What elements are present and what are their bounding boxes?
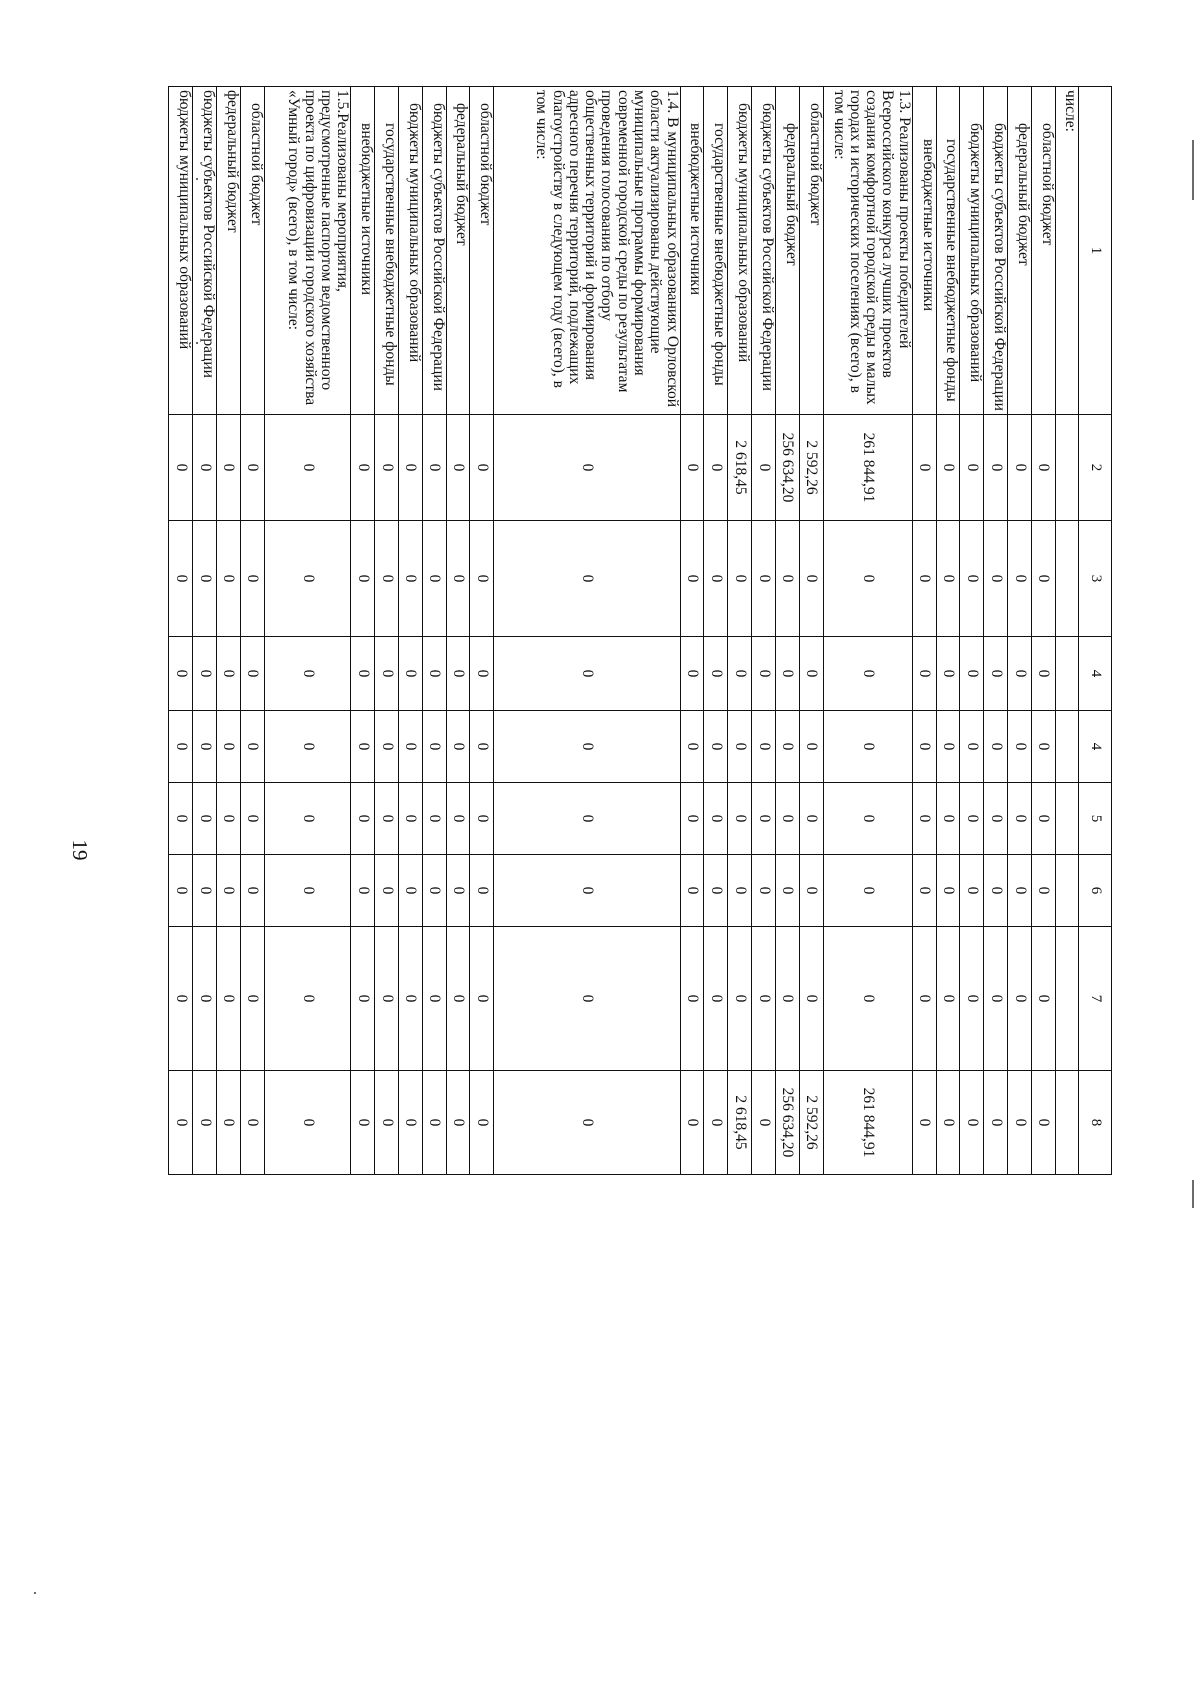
row-label: государственные внебюджетные фонды	[704, 87, 728, 415]
value-cell: 0	[193, 927, 217, 1071]
value-cell: 0	[1008, 415, 1032, 521]
value-cell: 0	[216, 521, 240, 637]
row-label: бюджеты муниципальных образований	[169, 87, 193, 415]
value-cell: 0	[169, 711, 193, 783]
header-row	[1079, 87, 1112, 1175]
row-label: государственные внебюджетные фонды	[936, 87, 960, 415]
value-cell: 0	[169, 855, 193, 927]
value-cell: 0	[216, 637, 240, 711]
column-header: 3	[1079, 521, 1112, 637]
value-cell: 2 592,26	[799, 415, 823, 521]
value-cell: 0	[422, 1071, 446, 1175]
value-cell: 0	[799, 855, 823, 927]
value-cell: 0	[240, 783, 264, 855]
value-cell: 0	[375, 855, 399, 927]
table-row	[169, 87, 193, 1175]
value-cell	[1055, 637, 1079, 711]
value-cell: 0	[704, 637, 728, 711]
value-cell: 0	[936, 415, 960, 521]
row-label: бюджеты субъектов Российской Федерации	[752, 87, 776, 415]
value-cell: 0	[1031, 637, 1055, 711]
row-label: 1.5.Реализованы мероприятия, предусмотренные паспортом ведомственного проекта по цифровизации городского хозяйства «Умный город» (всего), в том числе:	[264, 87, 351, 415]
value-cell: 0	[984, 855, 1008, 927]
value-cell: 0	[984, 521, 1008, 637]
value-cell: 0	[1008, 783, 1032, 855]
value-cell: 0	[264, 1071, 351, 1175]
table-row	[446, 87, 470, 1175]
value-cell: 0	[984, 637, 1008, 711]
value-cell: 0	[775, 927, 799, 1071]
value-cell: 0	[351, 637, 375, 711]
row-label: бюджеты субъектов Российской Федерации	[193, 87, 217, 415]
value-cell: 0	[422, 855, 446, 927]
value-cell: 0	[446, 415, 470, 521]
value-cell: 0	[728, 637, 752, 711]
row-label: внебюджетные источники	[351, 87, 375, 415]
value-cell: 0	[752, 855, 776, 927]
value-cell: 2 618,45	[728, 415, 752, 521]
value-cell: 0	[704, 927, 728, 1071]
value-cell: 0	[752, 927, 776, 1071]
value-cell: 0	[680, 637, 704, 711]
rotated-table-wrapper	[168, 86, 1112, 1174]
value-cell	[1055, 855, 1079, 927]
value-cell: 0	[375, 783, 399, 855]
value-cell: 0	[960, 415, 984, 521]
value-cell: 0	[240, 855, 264, 927]
value-cell: 0	[752, 711, 776, 783]
value-cell: 0	[912, 637, 936, 711]
table-row	[936, 87, 960, 1175]
value-cell: 0	[494, 927, 680, 1071]
value-cell: 0	[446, 927, 470, 1071]
value-cell: 0	[375, 637, 399, 711]
value-cell: 0	[264, 521, 351, 637]
row-label: областной бюджет	[1031, 87, 1055, 415]
value-cell: 0	[240, 927, 264, 1071]
row-label: бюджеты субъектов Российской Федерации	[984, 87, 1008, 415]
value-cell: 0	[775, 521, 799, 637]
value-cell: 0	[1008, 855, 1032, 927]
value-cell: 0	[264, 783, 351, 855]
column-header: 5	[1079, 783, 1112, 855]
value-cell: 0	[1031, 855, 1055, 927]
value-cell: 0	[446, 521, 470, 637]
value-cell: 0	[375, 521, 399, 637]
value-cell: 0	[169, 637, 193, 711]
value-cell: 0	[422, 637, 446, 711]
value-cell: 0	[984, 783, 1008, 855]
value-cell: 0	[984, 1071, 1008, 1175]
value-cell: 0	[240, 521, 264, 637]
value-cell: 0	[912, 1071, 936, 1175]
value-cell: 0	[398, 415, 422, 521]
value-cell: 0	[494, 415, 680, 521]
table-row	[375, 87, 399, 1175]
value-cell: 0	[936, 927, 960, 1071]
column-header: 2	[1079, 415, 1112, 521]
value-cell: 0	[494, 521, 680, 637]
value-cell: 0	[984, 927, 1008, 1071]
value-cell: 0	[912, 783, 936, 855]
table-row	[984, 87, 1008, 1175]
scan-edge-mark	[1192, 1180, 1194, 1208]
value-cell: 0	[799, 711, 823, 783]
table-row	[1055, 87, 1079, 1175]
value-cell: 0	[936, 521, 960, 637]
value-cell: 0	[398, 637, 422, 711]
column-header: 7	[1079, 927, 1112, 1071]
row-label: федеральный бюджет	[1008, 87, 1032, 415]
value-cell	[1055, 521, 1079, 637]
value-cell: 0	[1031, 927, 1055, 1071]
value-cell: 0	[375, 415, 399, 521]
value-cell: 0	[193, 855, 217, 927]
value-cell: 0	[680, 927, 704, 1071]
value-cell: 0	[960, 783, 984, 855]
value-cell: 0	[494, 783, 680, 855]
value-cell: 0	[494, 711, 680, 783]
value-cell: 0	[398, 1071, 422, 1175]
value-cell: 261 844,91	[823, 1071, 912, 1175]
value-cell: 0	[398, 927, 422, 1071]
value-cell: 0	[936, 637, 960, 711]
value-cell: 0	[1008, 637, 1032, 711]
value-cell: 0	[1031, 415, 1055, 521]
value-cell: 0	[680, 855, 704, 927]
value-cell: 0	[704, 855, 728, 927]
value-cell: 0	[704, 783, 728, 855]
value-cell: 0	[494, 637, 680, 711]
table-row	[752, 87, 776, 1175]
value-cell: 0	[704, 1071, 728, 1175]
value-cell: 0	[912, 927, 936, 1071]
value-cell: 0	[799, 783, 823, 855]
value-cell: 0	[936, 855, 960, 927]
value-cell: 0	[193, 521, 217, 637]
table-row	[912, 87, 936, 1175]
row-label: внебюджетные источники	[912, 87, 936, 415]
value-cell: 0	[351, 415, 375, 521]
value-cell: 0	[494, 1071, 680, 1175]
value-cell: 0	[1008, 711, 1032, 783]
row-label: федеральный бюджет	[216, 87, 240, 415]
value-cell: 0	[1031, 1071, 1055, 1175]
value-cell: 0	[264, 927, 351, 1071]
table-row	[1031, 87, 1055, 1175]
value-cell: 0	[216, 927, 240, 1071]
value-cell: 0	[422, 783, 446, 855]
value-cell: 0	[823, 927, 912, 1071]
value-cell: 0	[470, 415, 494, 521]
value-cell: 261 844,91	[823, 415, 912, 521]
value-cell: 0	[960, 855, 984, 927]
value-cell: 0	[398, 783, 422, 855]
value-cell: 0	[446, 711, 470, 783]
value-cell: 0	[470, 927, 494, 1071]
value-cell: 0	[193, 783, 217, 855]
value-cell: 0	[446, 637, 470, 711]
value-cell: 0	[351, 521, 375, 637]
table-row	[799, 87, 823, 1175]
value-cell: 0	[398, 711, 422, 783]
value-cell: 0	[775, 855, 799, 927]
value-cell: 0	[823, 521, 912, 637]
value-cell: 0	[193, 637, 217, 711]
scan-dust-mark	[34, 1592, 36, 1594]
value-cell: 0	[912, 711, 936, 783]
value-cell: 0	[240, 415, 264, 521]
table-row	[775, 87, 799, 1175]
row-label: федеральный бюджет	[446, 87, 470, 415]
table-row	[1008, 87, 1032, 1175]
value-cell: 0	[470, 637, 494, 711]
value-cell: 0	[193, 1071, 217, 1175]
row-label: бюджеты муниципальных образований	[398, 87, 422, 415]
table-row	[264, 87, 351, 1175]
value-cell: 0	[264, 855, 351, 927]
value-cell: 0	[823, 637, 912, 711]
value-cell: 0	[470, 855, 494, 927]
value-cell: 0	[169, 1071, 193, 1175]
row-label: 1.4. В муниципальных образованиях Орловской области актуализированы действующие муниципальные программы формирования современной городской среды по результатам проведения голосования по отбору общественных территорий и формирования адресного перечня территорий, подлежащих благоустройству в следующем году (всего), в том числе:	[494, 87, 680, 415]
column-header: 4	[1079, 711, 1112, 783]
value-cell: 0	[704, 521, 728, 637]
value-cell: 0	[752, 637, 776, 711]
value-cell	[1055, 711, 1079, 783]
value-cell: 0	[1031, 783, 1055, 855]
value-cell: 0	[240, 711, 264, 783]
value-cell: 0	[960, 521, 984, 637]
value-cell: 2 592,26	[799, 1071, 823, 1175]
value-cell: 0	[775, 783, 799, 855]
page-number: 19	[68, 839, 93, 861]
value-cell: 0	[680, 711, 704, 783]
value-cell: 0	[960, 1071, 984, 1175]
value-cell: 0	[799, 521, 823, 637]
value-cell: 0	[351, 927, 375, 1071]
value-cell: 0	[912, 521, 936, 637]
value-cell: 0	[470, 783, 494, 855]
value-cell: 0	[680, 415, 704, 521]
value-cell: 0	[216, 415, 240, 521]
value-cell: 0	[169, 521, 193, 637]
value-cell: 0	[960, 927, 984, 1071]
table-row	[470, 87, 494, 1175]
value-cell: 0	[984, 415, 1008, 521]
table-row	[823, 87, 912, 1175]
table-row	[398, 87, 422, 1175]
table-row	[704, 87, 728, 1175]
value-cell: 0	[470, 521, 494, 637]
value-cell: 0	[1031, 521, 1055, 637]
table-row	[960, 87, 984, 1175]
value-cell: 0	[728, 855, 752, 927]
value-cell: 256 634,20	[775, 415, 799, 521]
budget-table	[168, 86, 1112, 1175]
table-row	[351, 87, 375, 1175]
column-header: 6	[1079, 855, 1112, 927]
value-cell: 0	[446, 783, 470, 855]
value-cell	[1055, 415, 1079, 521]
value-cell: 0	[680, 1071, 704, 1175]
value-cell: 0	[960, 637, 984, 711]
value-cell	[1055, 927, 1079, 1071]
value-cell: 0	[680, 521, 704, 637]
row-label: бюджеты муниципальных образований	[728, 87, 752, 415]
value-cell: 0	[704, 415, 728, 521]
table-row	[193, 87, 217, 1175]
value-cell: 0	[398, 855, 422, 927]
value-cell	[1055, 1071, 1079, 1175]
value-cell: 0	[446, 855, 470, 927]
value-cell: 0	[351, 711, 375, 783]
value-cell: 0	[823, 855, 912, 927]
value-cell: 0	[775, 637, 799, 711]
value-cell: 0	[799, 637, 823, 711]
table-row	[494, 87, 680, 1175]
value-cell: 0	[216, 783, 240, 855]
value-cell: 0	[912, 855, 936, 927]
value-cell: 0	[398, 521, 422, 637]
value-cell: 0	[823, 711, 912, 783]
value-cell: 0	[680, 783, 704, 855]
table-row	[422, 87, 446, 1175]
value-cell: 0	[752, 1071, 776, 1175]
value-cell: 0	[375, 1071, 399, 1175]
value-cell: 0	[728, 927, 752, 1071]
value-cell: 0	[728, 521, 752, 637]
value-cell: 0	[240, 637, 264, 711]
value-cell: 0	[264, 711, 351, 783]
value-cell: 0	[752, 783, 776, 855]
value-cell: 0	[936, 1071, 960, 1175]
value-cell	[1055, 783, 1079, 855]
value-cell: 0	[1008, 927, 1032, 1071]
value-cell: 0	[1031, 711, 1055, 783]
value-cell: 0	[1008, 1071, 1032, 1175]
column-header: 4	[1079, 637, 1112, 711]
value-cell: 0	[169, 415, 193, 521]
value-cell: 0	[264, 415, 351, 521]
table-row	[728, 87, 752, 1175]
scan-edge-mark	[1192, 140, 1194, 200]
value-cell: 0	[1008, 521, 1032, 637]
column-header: 1	[1079, 87, 1112, 415]
value-cell: 0	[494, 855, 680, 927]
value-cell: 0	[799, 927, 823, 1071]
row-label: бюджеты субъектов Российской Федерации	[422, 87, 446, 415]
value-cell: 0	[351, 1071, 375, 1175]
row-label: областной бюджет	[799, 87, 823, 415]
value-cell: 0	[823, 783, 912, 855]
row-label: федеральный бюджет	[775, 87, 799, 415]
value-cell: 0	[375, 711, 399, 783]
table-body	[169, 87, 1112, 1175]
row-label: числе:	[1055, 87, 1079, 415]
row-label: 1.3. Реализованы проекты победителей Всероссийского конкурса лучших проектов создания комфортной городской среды в малых городах и исторических поселениях (всего), в том числе:	[823, 87, 912, 415]
value-cell: 0	[422, 521, 446, 637]
value-cell: 0	[728, 783, 752, 855]
value-cell: 0	[470, 1071, 494, 1175]
value-cell: 0	[216, 855, 240, 927]
value-cell: 0	[912, 415, 936, 521]
column-header: 8	[1079, 1071, 1112, 1175]
table-row	[216, 87, 240, 1175]
value-cell: 0	[775, 711, 799, 783]
value-cell: 0	[240, 1071, 264, 1175]
value-cell: 0	[375, 927, 399, 1071]
value-cell: 0	[169, 783, 193, 855]
value-cell: 0	[470, 711, 494, 783]
value-cell: 0	[264, 637, 351, 711]
value-cell: 0	[752, 415, 776, 521]
table-row	[680, 87, 704, 1175]
value-cell: 2 618,45	[728, 1071, 752, 1175]
row-label: областной бюджет	[240, 87, 264, 415]
value-cell: 0	[169, 927, 193, 1071]
table-row	[240, 87, 264, 1175]
value-cell: 0	[351, 783, 375, 855]
value-cell: 0	[351, 855, 375, 927]
value-cell: 0	[216, 1071, 240, 1175]
value-cell: 0	[446, 1071, 470, 1175]
value-cell: 0	[193, 711, 217, 783]
row-label: государственные внебюджетные фонды	[375, 87, 399, 415]
value-cell: 0	[422, 711, 446, 783]
value-cell: 0	[216, 711, 240, 783]
value-cell: 0	[936, 783, 960, 855]
value-cell: 256 634,20	[775, 1071, 799, 1175]
value-cell: 0	[728, 711, 752, 783]
value-cell: 0	[984, 711, 1008, 783]
value-cell: 0	[422, 927, 446, 1071]
row-label: областной бюджет	[470, 87, 494, 415]
row-label: бюджеты муниципальных образований	[960, 87, 984, 415]
row-label: внебюджетные источники	[680, 87, 704, 415]
value-cell: 0	[936, 711, 960, 783]
value-cell: 0	[704, 711, 728, 783]
value-cell: 0	[752, 521, 776, 637]
value-cell: 0	[193, 415, 217, 521]
value-cell: 0	[422, 415, 446, 521]
value-cell: 0	[960, 711, 984, 783]
